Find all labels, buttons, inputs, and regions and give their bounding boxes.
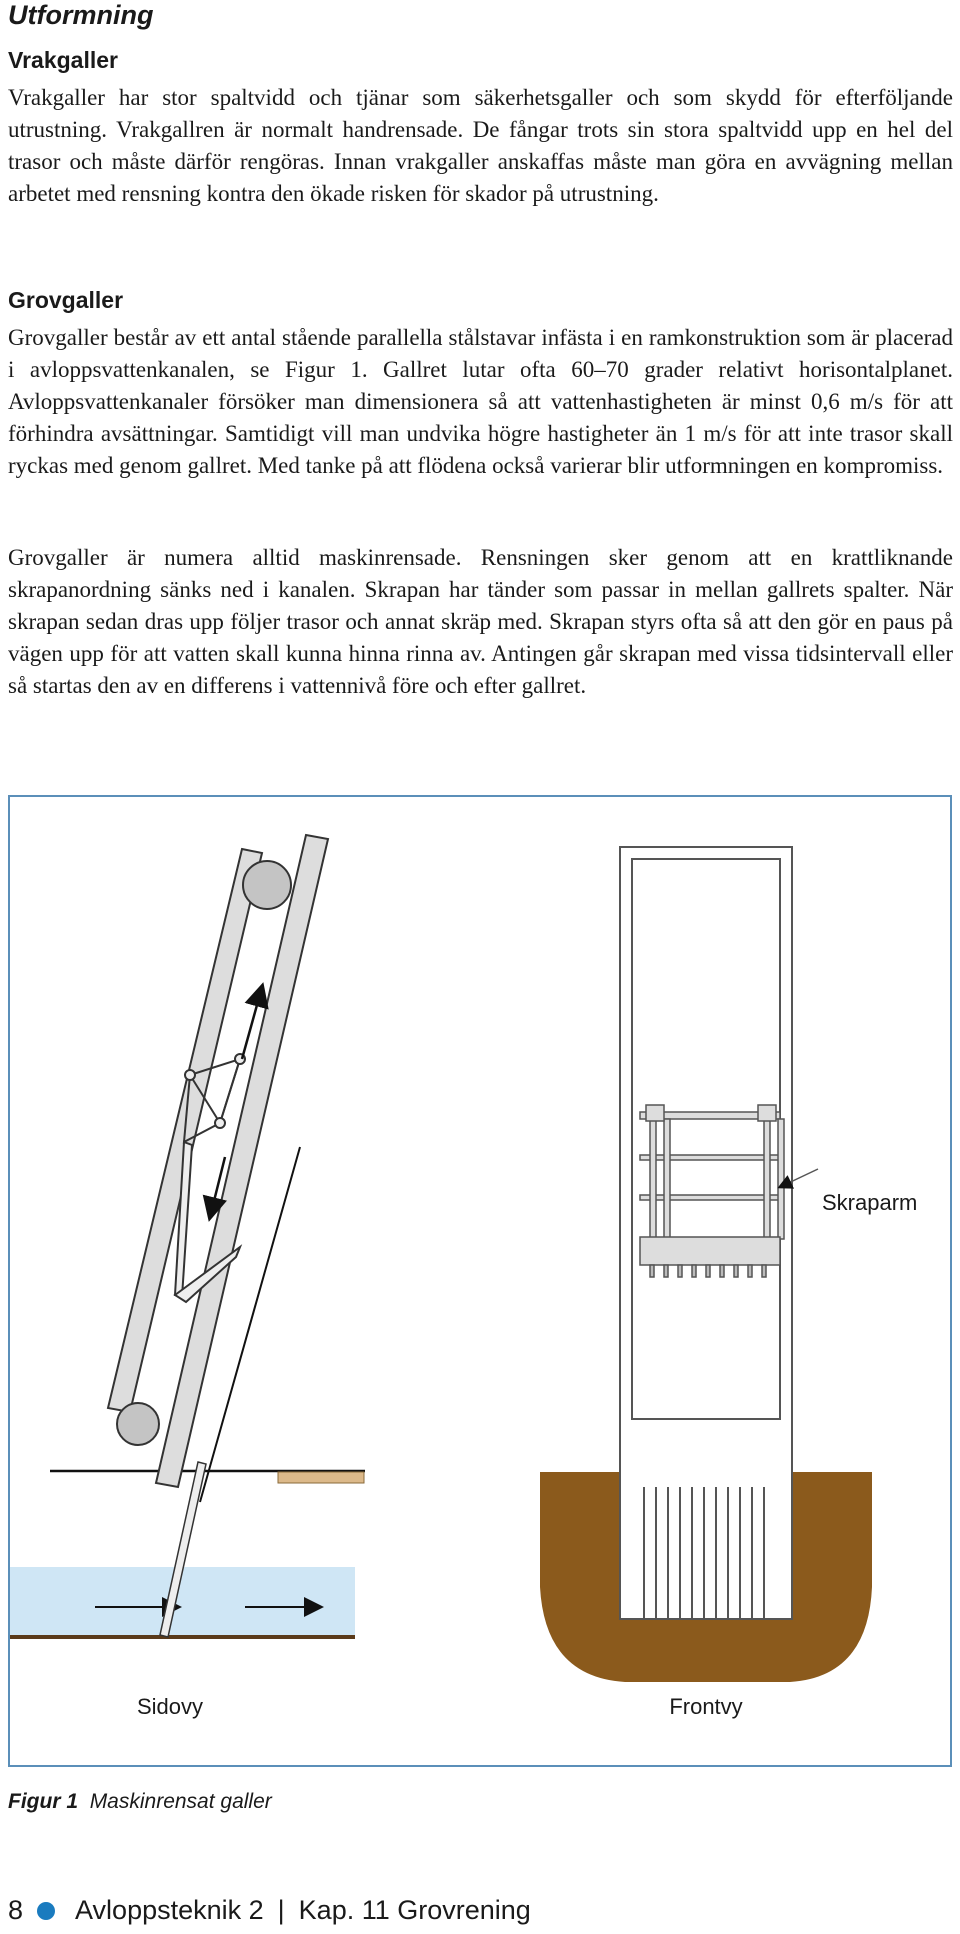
front-view xyxy=(540,847,917,1719)
figure-number: Figur 1 xyxy=(8,1790,79,1813)
grovgaller-heading: Grovgaller xyxy=(8,287,124,313)
grovgaller-paragraph-1: Grovgaller består av ett antal stående parallella stålstavar infästa i en ramkonstruktion som är placerad i avloppsvattenkanalen, se Figur 1. Gallret lutar ofta 60–70 grader relativt horisontalplanet. Avloppsvattenkanaler försöker man dimensionera så att vattenhastigheten är minst 0,6 m/s för att förhindra avsättningar. Samtidigt vill man undvika högre hastigheter än 1 m/s för att inte trasor skall ryckas med genom gallret. Med tanke på att flödena också varierar blir utformningen en kompromiss. xyxy=(8,325,953,478)
rake-link xyxy=(220,1059,240,1123)
figure-caption-text: Maskinrensat galler xyxy=(89,1790,272,1813)
vrakgaller-heading: Vrakgaller xyxy=(8,47,118,73)
side-view xyxy=(10,835,365,1719)
left-arm xyxy=(650,1119,656,1239)
figure-frame xyxy=(8,795,952,1767)
figure-caption xyxy=(8,1790,272,1814)
separator: | xyxy=(277,1895,285,1925)
floor-slab xyxy=(278,1472,364,1483)
lower-crossbar xyxy=(640,1195,780,1200)
pivot xyxy=(185,1070,195,1080)
page-number: 8 xyxy=(8,1895,24,1925)
page-footer xyxy=(8,1895,531,1926)
vrakgaller-paragraph: Vrakgaller har stor spaltvidd och tjänar som säkerhetsgaller och som skydd för efterföljande utrustning. Vrakgallren är normalt handrensade. De fångar trots sin stora spaltvidd upp en hel del trasor och måste därför rengöras. Innan vrakgaller anskaffas måste man göra en avvägning mellan arbetet med rensning kontra den ökade risken för skador på utrustning. xyxy=(8,85,953,206)
left-bearing xyxy=(646,1105,664,1121)
bottom-pulley xyxy=(117,1403,159,1445)
right-arm xyxy=(778,1119,784,1239)
bullet-icon xyxy=(37,1902,55,1920)
screen-diagram xyxy=(10,797,950,1765)
top-pulley xyxy=(243,861,291,909)
pivot xyxy=(215,1118,225,1128)
grovgaller-paragraph-2: Grovgaller är numera alltid maskinrensade. Rensningen sker genom att en krattliknande skrapanordning sänks ned i kanalen. Skrapan har tänder som passar in mellan gallrets spalter. När skrapan sedan dras upp följer trasor och annat skräp med. Skrapan styrs ofta så att den gör en paus på vägen upp för att vatten skall kunna hinna rinna av. Antingen går skrapan med vissa tidsintervall eller så startas den av en differens i vattennivå före och efter gallret. xyxy=(8,545,953,698)
chapter-title: Kap. 11 Grovrening xyxy=(298,1895,531,1925)
side-view-label: Sidovy xyxy=(136,1694,204,1719)
book-title: Avloppsteknik 2 xyxy=(75,1895,264,1925)
right-bearing xyxy=(758,1105,776,1121)
rake-head xyxy=(640,1237,780,1265)
middle-crossbar xyxy=(640,1155,780,1160)
water-side xyxy=(10,1567,355,1637)
channel-bottom xyxy=(10,1635,355,1639)
page-heading: Utformning xyxy=(8,0,154,30)
skraparm-label: Skraparm xyxy=(822,1190,918,1215)
left-arm xyxy=(664,1119,670,1239)
right-arm xyxy=(764,1119,770,1239)
front-view-label: Frontvy xyxy=(669,1694,743,1719)
